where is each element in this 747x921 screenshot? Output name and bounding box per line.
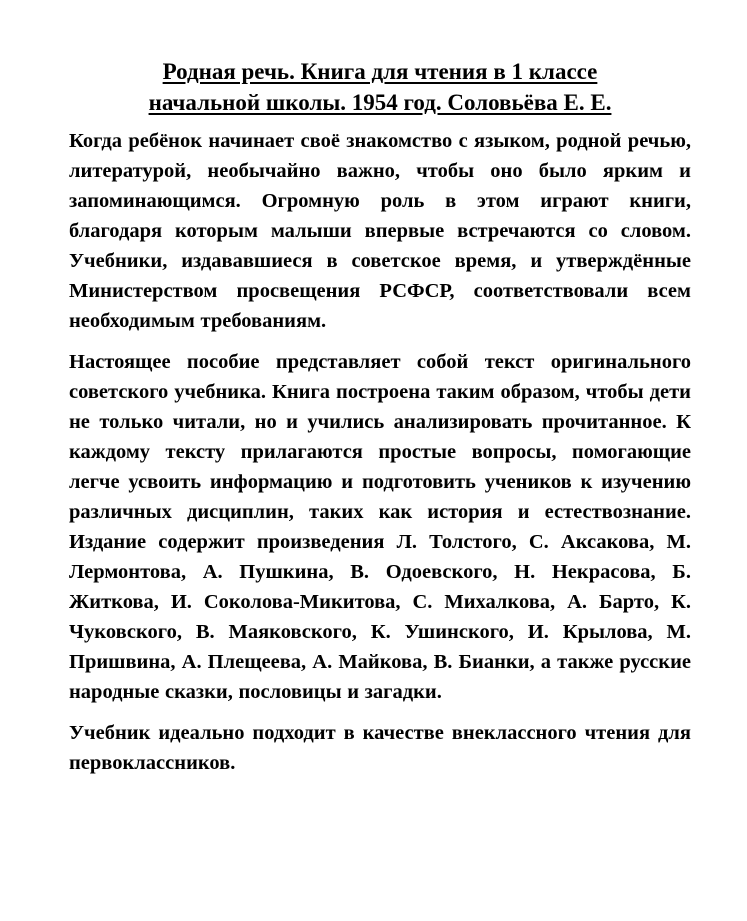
document-title bbox=[69, 56, 691, 118]
paragraph-conclusion: Учебник идеально подходит в качестве внеклассного чтения для первоклассников. bbox=[69, 722, 691, 774]
title-line-1: Родная речь. Книга для чтения в 1 классе bbox=[162, 59, 598, 84]
title-line-2: начальной школы. 1954 год. Соловьёва Е. Е. bbox=[148, 90, 612, 115]
paragraph-intro: Когда ребёнок начинает своё знакомство с языком, родной речью, литературой, необычайно важно, чтобы оно было ярким и запоминающимся. Огромную роль в этом играют книги, благодаря которым малыши впервые встречаются со словом. Учебники, издававшиеся в советское время, и утверждённые Министерством просвещения РСФСР, соответствовали всем необходимым требованиям. bbox=[69, 130, 691, 332]
paragraph-description: Настоящее пособие представляет собой текст оригинального советского учебника. Книга построена таким образом, чтобы дети не только читали, но и учились анализировать прочитанное. К каждому тексту прилагаются простые вопросы, помогающие легче усвоить информацию и подготовить учеников к изучению различных дисциплин, таких как история и естествознание. Издание содержит произведения Л. Толстого, С. Аксакова, М. Лермонтова, А. Пушкина, В. Одоевского, Н. Некрасова, Б. Житкова, И. Соколова-Микитова, С. Михалкова, А. Барто, К. Чуковского, В. Маяковского, К. Ушинского, И. Крылова, М. Пришвина, А. Плещеева, А. Майкова, В. Бианки, а также русские народные сказки, пословицы и загадки. bbox=[69, 351, 691, 703]
